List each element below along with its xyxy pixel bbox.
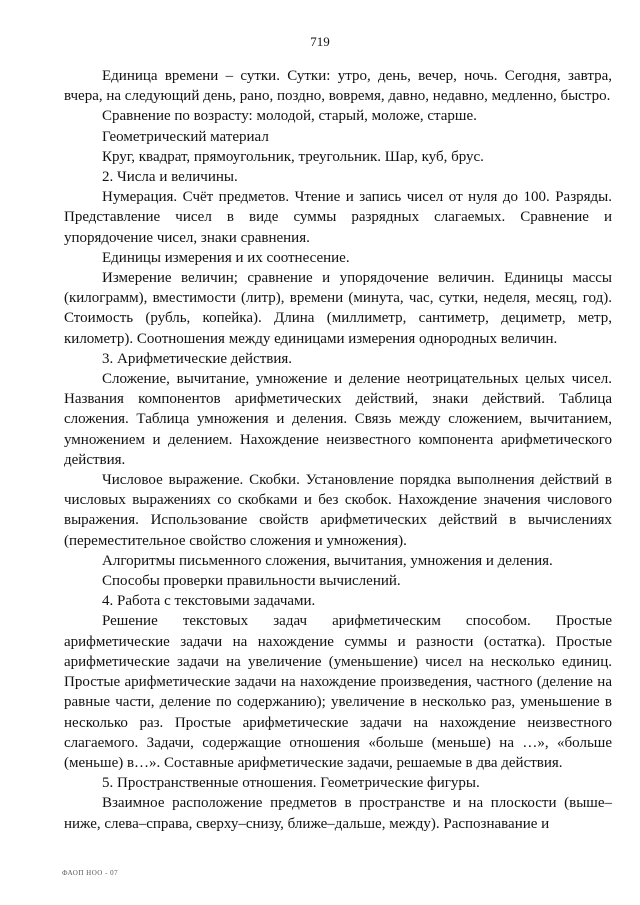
section-heading: Геометрический материал bbox=[102, 128, 269, 145]
paragraph: Нумерация. Счёт предметов. Чтение и запись чисел от нуля до 100. Разряды. Представление чисел в виде суммы разрядных слагаемых. Сравнение и упорядочение чисел, знаки сравнения. bbox=[64, 189, 612, 246]
paragraph: Круг, квадрат, прямоугольник, треугольник. Шар, куб, брус. bbox=[102, 148, 484, 165]
paragraph: Числовое выражение. Скобки. Установление порядка выполнения действий в числовых выражениях со скобками и без скобок. Нахождение значения числового выражения. Использование свойств арифметических действий в вычислениях (переместительное свойство сложения и умножения). bbox=[64, 472, 612, 549]
paragraph: Сложение, вычитание, умножение и деление неотрицательных целых чисел. Названия компонентов арифметических действий, знаки действий. Таблица сложения. Таблица умножения и деления. Связь между сложением, вычитанием, умножением и делением. Нахождение неизвестного компонента арифметического действия. bbox=[64, 371, 612, 468]
body-text bbox=[64, 66, 612, 834]
footer-code: ФАОП НОО - 07 bbox=[62, 869, 119, 877]
section-heading: 2. Числа и величины. bbox=[102, 169, 238, 186]
section-heading: 4. Работа с текстовыми задачами. bbox=[102, 593, 316, 610]
section-heading: 3. Арифметические действия. bbox=[102, 350, 293, 367]
section-heading: 5. Пространственные отношения. Геометрические фигуры. bbox=[102, 775, 480, 792]
paragraph: Алгоритмы письменного сложения, вычитания, умножения и деления. bbox=[102, 552, 553, 569]
paragraph: Решение текстовых задач арифметическим способом. Простые арифметические задачи на нахождение суммы и разности (остатка). Простые арифметические задачи на увеличение (уменьшение) чисел на несколько единиц. Простые арифметические задачи на нахождение произведения, частного (деление на равные части, деление по содержанию); увеличение в несколько раз, уменьшение в несколько раз. Простые арифметические задачи на нахождение неизвестного слагаемого. Задачи, содержащие отношения «больше (меньше) на …», «больше (меньше) в…». Составные арифметические задачи, решаемые в два действия. bbox=[64, 613, 612, 771]
paragraph: Сравнение по возрасту: молодой, старый, моложе, старше. bbox=[102, 108, 477, 125]
page-number: 719 bbox=[310, 34, 330, 49]
paragraph: Взаимное расположение предметов в пространстве и на плоскости (выше–ниже, слева–справа, сверху–снизу, ближе–дальше, между). Распознавание и bbox=[64, 795, 612, 832]
paragraph: Способы проверки правильности вычислений. bbox=[102, 573, 401, 590]
paragraph: Единица времени – сутки. Сутки: утро, день, вечер, ночь. Сегодня, завтра, вчера, на следующий день, рано, поздно, вовремя, давно, недавно, медленно, быстро. bbox=[64, 68, 612, 105]
paragraph: Единицы измерения и их соотнесение. bbox=[102, 249, 350, 266]
paragraph: Измерение величин; сравнение и упорядочение величин. Единицы массы (килограмм), вместимости (литр), времени (минута, час, сутки, неделя, месяц, год). Стоимость (рубль, копейка). Длина (миллиметр, сантиметр, дециметр, метр, километр). Соотношения между единицами измерения однородных величин. bbox=[64, 270, 612, 347]
